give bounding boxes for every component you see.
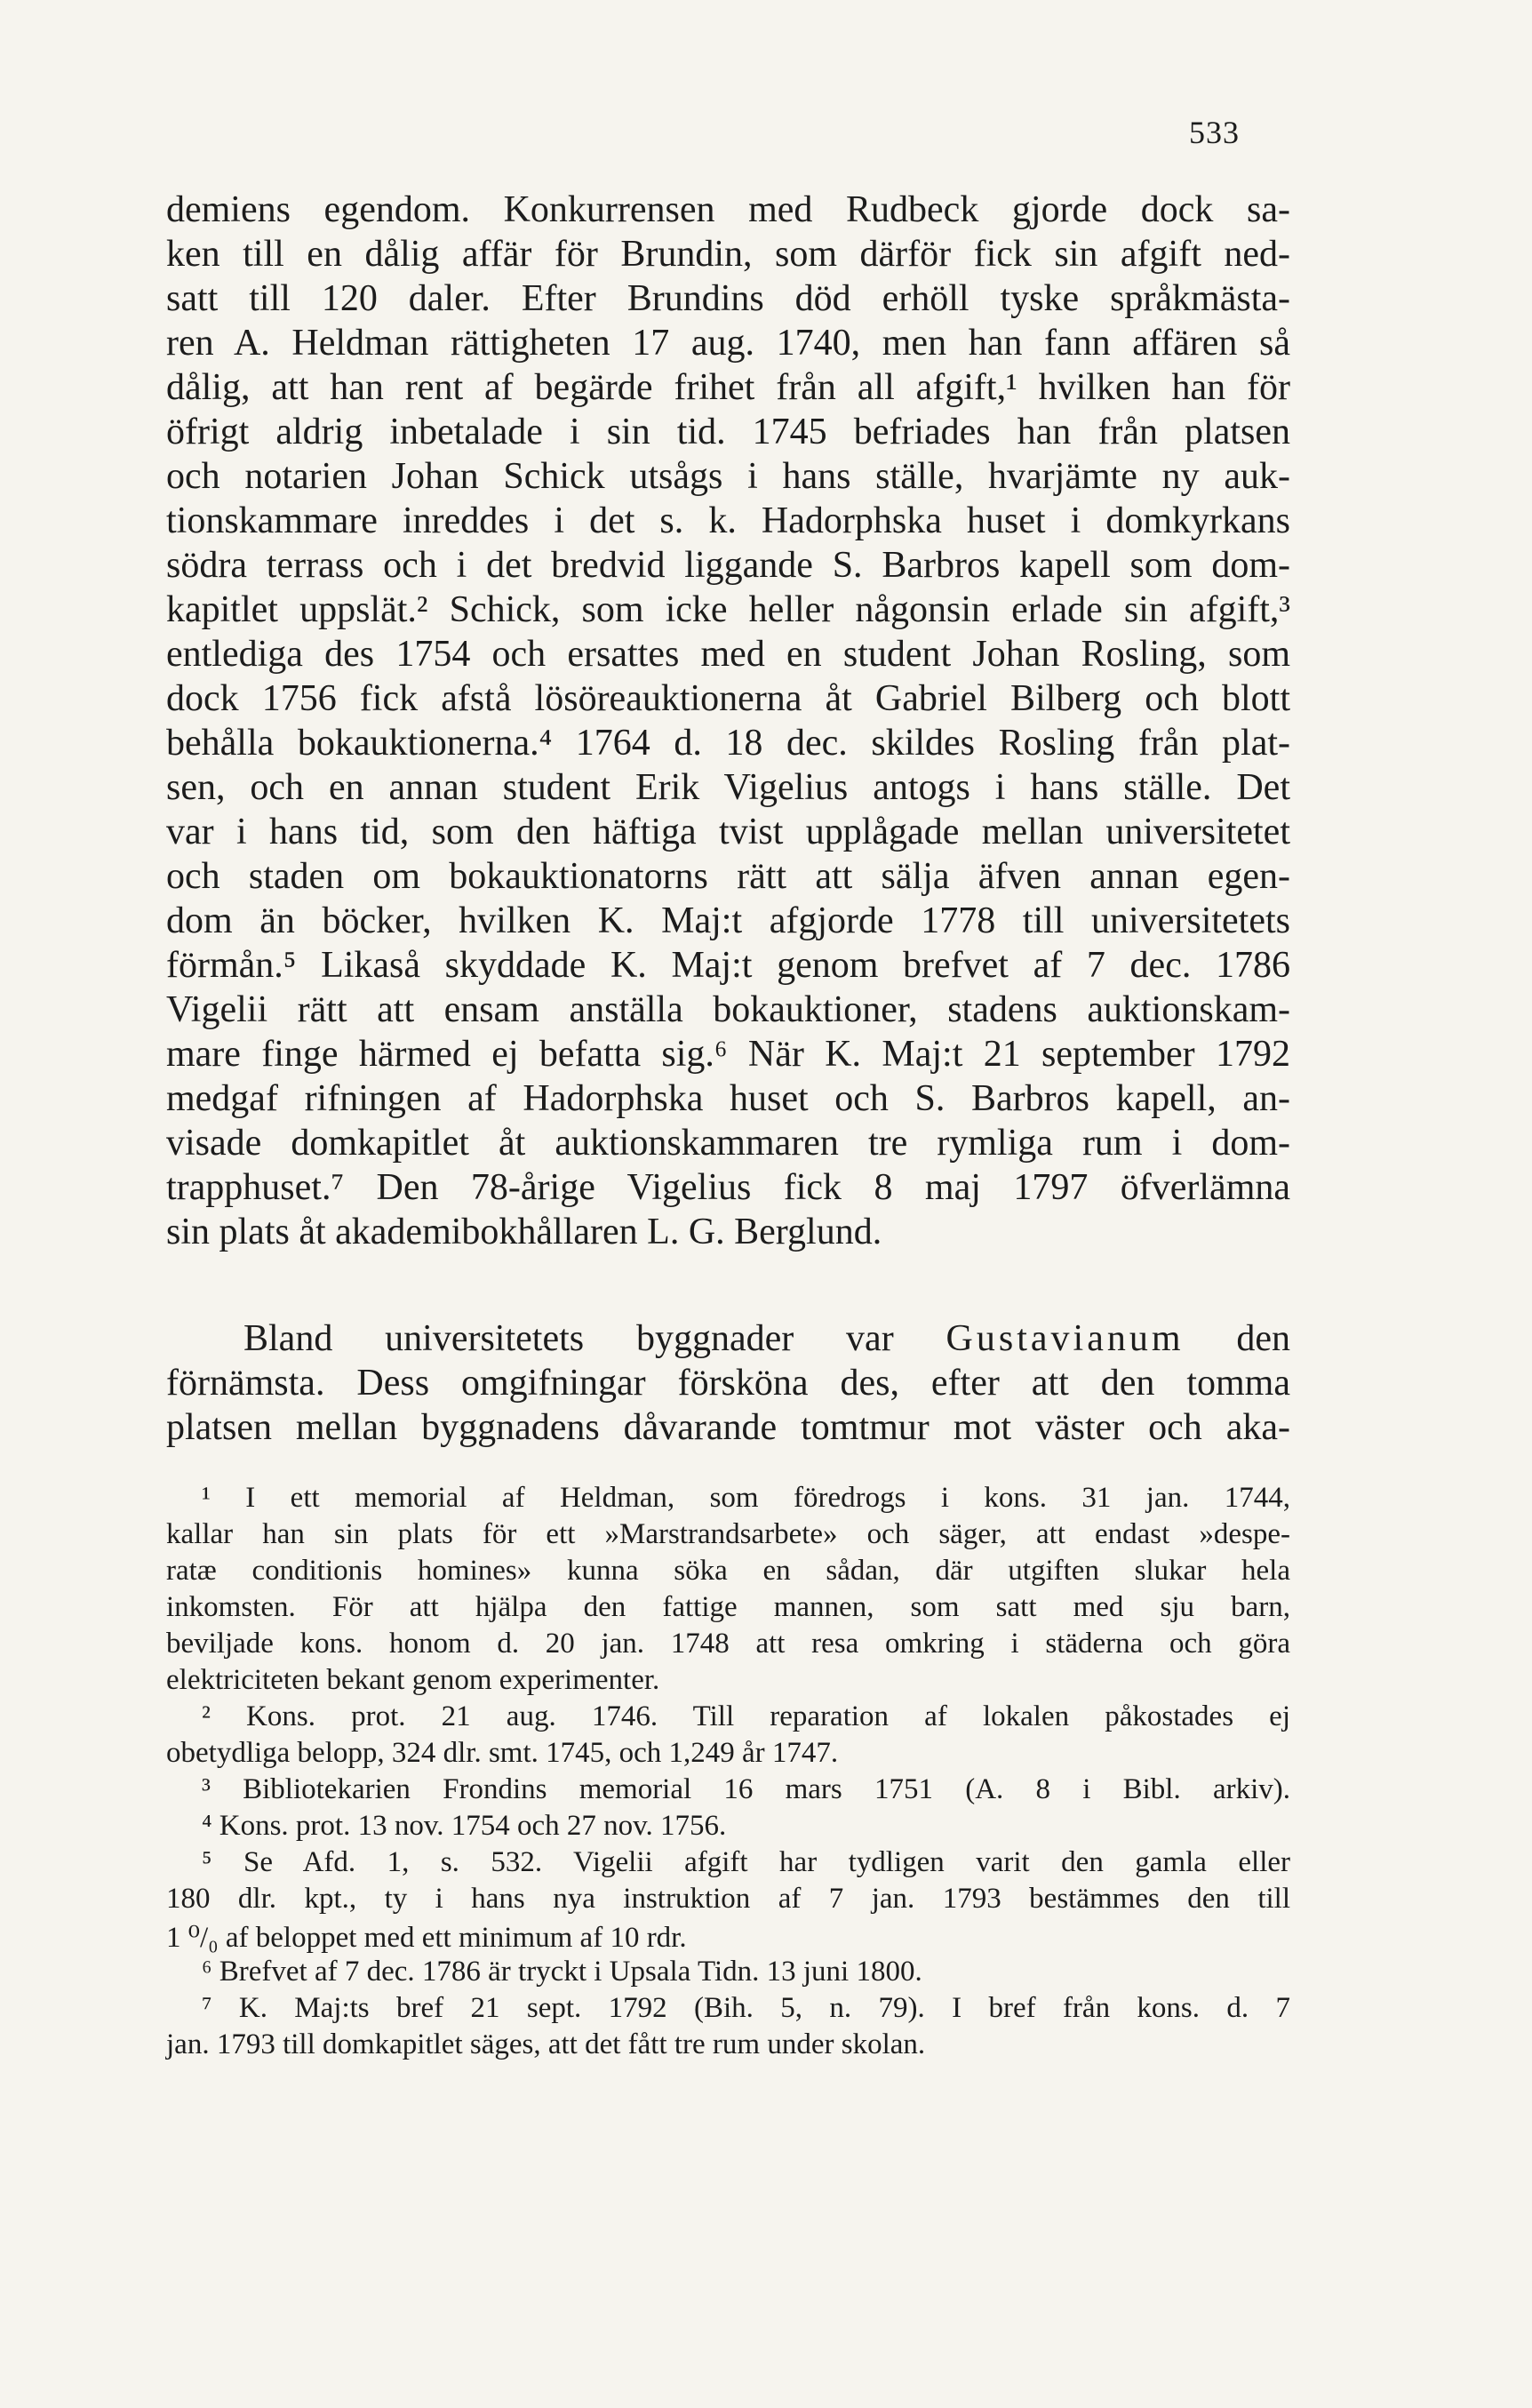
- emphasized-name: Gustavianum: [946, 1318, 1185, 1359]
- text-run: Bland universitetets byggnader var: [243, 1318, 894, 1359]
- footnote-line: elektriciteten bekant genom experimenter.: [166, 1664, 660, 1696]
- body-line: Vigelii rätt att ensam anställa bokauktioner, stadens auktionskam-: [166, 989, 1290, 1030]
- footnote-line: ⁵ Se Afd. 1, s. 532. Vigelii afgift har tydligen varit den gamla eller: [202, 1846, 1290, 1878]
- body-line: entlediga des 1754 och ersattes med en student Johan Rosling, som: [166, 634, 1290, 675]
- body-line: mare finge härmed ej befatta sig.⁶ När K. Maj:t 21 september 1792: [166, 1034, 1290, 1075]
- footnote-line: ⁴ Kons. prot. 13 nov. 1754 och 27 nov. 1756.: [202, 1810, 727, 1842]
- body-line: behålla bokauktionerna.⁴ 1764 d. 18 dec. skildes Rosling från plat-: [166, 723, 1290, 764]
- body-line: demiens egendom. Konkurrensen med Rudbeck gjorde dock sa-: [166, 189, 1290, 230]
- body-line: kapitlet uppslät.² Schick, som icke heller någonsin erlade sin afgift,³: [166, 589, 1290, 630]
- body-line: öfrigt aldrig inbetalade i sin tid. 1745 befriades han från platsen: [166, 412, 1290, 452]
- body-line: södra terrass och i det bredvid liggande S. Barbros kapell som dom-: [166, 545, 1290, 586]
- body-line: medgaf rifningen af Hadorphska huset och S. Barbros kapell, an-: [166, 1078, 1290, 1119]
- footnote-line: ² Kons. prot. 21 aug. 1746. Till reparation af lokalen påkostades ej: [202, 1700, 1290, 1732]
- body-line: ren A. Heldman rättigheten 17 aug. 1740, men han fann affären så: [166, 323, 1290, 364]
- text-run: den: [1236, 1318, 1291, 1359]
- footnote-line: 1 ⁰/₀ af beloppet med ett minimum af 10 rdr.: [166, 1922, 687, 1954]
- footnote-line: jan. 1793 till domkapitlet säges, att det fått tre rum under skolan.: [166, 2028, 926, 2060]
- body-line: dom än böcker, hvilken K. Maj:t afgjorde 1778 till universitetets: [166, 900, 1290, 941]
- footnote-line: 180 dlr. kpt., ty i hans nya instruktion af 7 jan. 1793 bestämmes den till: [166, 1883, 1290, 1915]
- body-line: förmån.⁵ Likaså skyddade K. Maj:t genom brefvet af 7 dec. 1786: [166, 945, 1290, 986]
- footnote-line: kallar han sin plats för ett »Marstrandsarbete» och säger, att endast »despe-: [166, 1518, 1290, 1550]
- footnote-line: beviljade kons. honom d. 20 jan. 1748 att resa omkring i städerna och göra: [166, 1628, 1290, 1660]
- footnote-line: ⁷ K. Maj:ts bref 21 sept. 1792 (Bih. 5, n. 79). I bref från kons. d. 7: [202, 1992, 1290, 2024]
- body-line: var i hans tid, som den häftiga tvist upplågade mellan universitetet: [166, 812, 1290, 852]
- footnote-line: ⁶ Brefvet af 7 dec. 1786 är tryckt i Upsala Tidn. 13 juni 1800.: [202, 1956, 922, 1988]
- body-line: [166, 1317, 1290, 1360]
- body-line: satt till 120 daler. Efter Brundins död erhöll tyske språkmästa-: [166, 278, 1290, 319]
- footnote-line: inkomsten. För att hjälpa den fattige mannen, som satt med sju barn,: [166, 1591, 1290, 1623]
- body-line: visade domkapitlet åt auktionskammaren tre rymliga rum i dom-: [166, 1123, 1290, 1164]
- body-line: ken till en dålig affär för Brundin, som därför fick sin afgift ned-: [166, 234, 1290, 275]
- body-line: och staden om bokauktionatorns rätt att sälja äfven annan egen-: [166, 856, 1290, 897]
- body-line: trapphuset.⁷ Den 78-årige Vigelius fick 8 maj 1797 öfverlämna: [166, 1167, 1290, 1208]
- body-line: förnämsta. Dess omgifningar försköna des, efter att den tomma: [166, 1363, 1290, 1404]
- body-line: sen, och en annan student Erik Vigelius antogs i hans ställe. Det: [166, 767, 1290, 808]
- body-line: sin plats åt akademibokhållaren L. G. Berglund.: [166, 1212, 882, 1252]
- body-line: dock 1756 fick afstå lösöreauktionerna åt Gabriel Bilberg och blott: [166, 678, 1290, 719]
- body-line: platsen mellan byggnadens dåvarande tomtmur mot väster och aka-: [166, 1407, 1290, 1448]
- body-line: tionskammare inreddes i det s. k. Hadorphska huset i domkyrkans: [166, 500, 1290, 541]
- footnote-line: ¹ I ett memorial af Heldman, som föredrogs i kons. 31 jan. 1744,: [202, 1482, 1290, 1514]
- footnote-line: ratæ conditionis homines» kunna söka en sådan, där utgiften slukar hela: [166, 1555, 1290, 1587]
- footnote-line: obetydliga belopp, 324 dlr. smt. 1745, och 1,249 år 1747.: [166, 1737, 839, 1769]
- footnote-line: ³ Bibliotekarien Frondins memorial 16 mars 1751 (A. 8 i Bibl. arkiv).: [202, 1773, 1290, 1805]
- page-number: 533: [1189, 115, 1240, 150]
- body-line: och notarien Johan Schick utsågs i hans ställe, hvarjämte ny auk-: [166, 456, 1290, 497]
- body-line: dålig, att han rent af begärde frihet från all afgift,¹ hvilken han för: [166, 367, 1290, 408]
